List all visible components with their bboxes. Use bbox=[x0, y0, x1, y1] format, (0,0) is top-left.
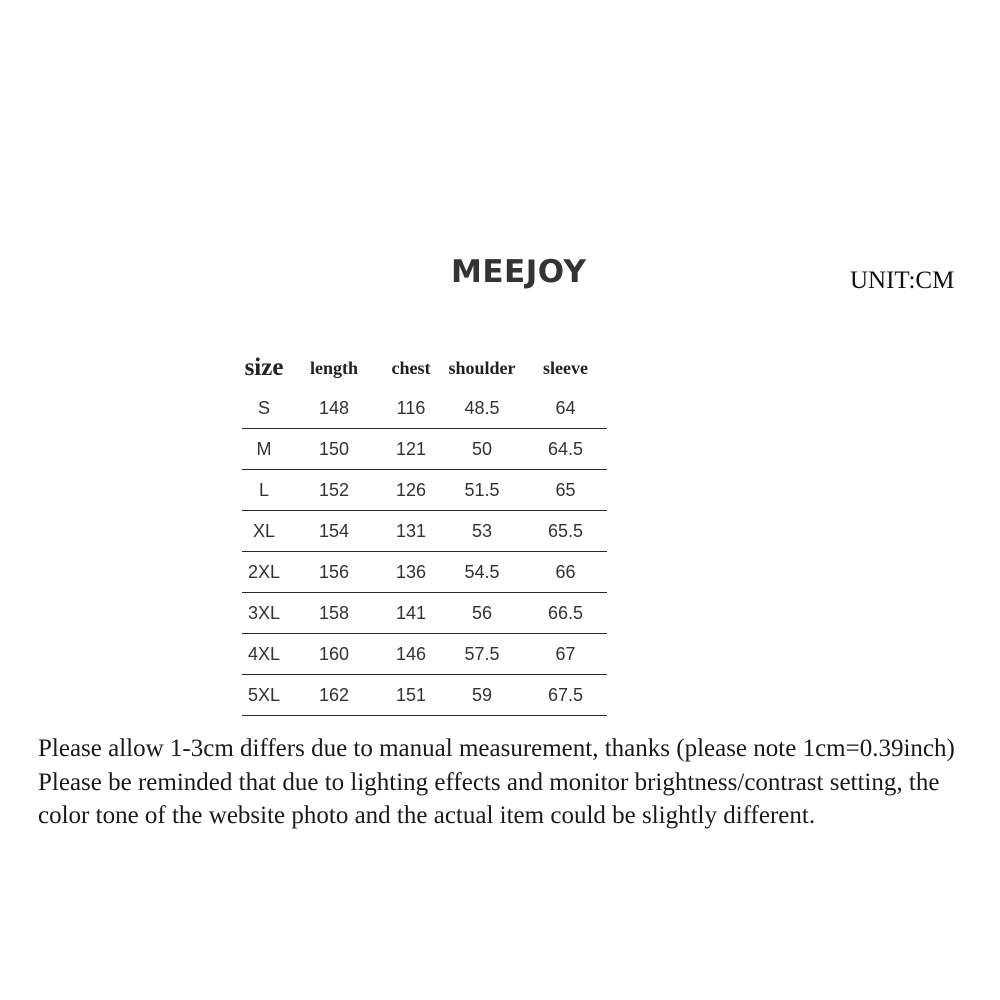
table-row bbox=[242, 511, 607, 552]
cell-shoulder: 50 bbox=[440, 429, 524, 470]
cell-chest: 131 bbox=[382, 511, 440, 552]
header-sleeve: sleeve bbox=[543, 357, 588, 378]
header-shoulder: shoulder bbox=[448, 357, 516, 378]
table-row bbox=[242, 470, 607, 511]
table-row bbox=[242, 634, 607, 675]
cell-chest: 121 bbox=[382, 429, 440, 470]
cell-sleeve: 64.5 bbox=[524, 429, 607, 470]
cell-length: 158 bbox=[286, 593, 382, 634]
cell-size: L bbox=[242, 470, 286, 511]
cell-length: 154 bbox=[286, 511, 382, 552]
table-row bbox=[242, 552, 607, 593]
cell-size: 2XL bbox=[242, 552, 286, 593]
cell-length: 152 bbox=[286, 470, 382, 511]
cell-sleeve: 65.5 bbox=[524, 511, 607, 552]
cell-chest: 126 bbox=[382, 470, 440, 511]
cell-size: 5XL bbox=[242, 675, 286, 716]
cell-length: 160 bbox=[286, 634, 382, 675]
cell-shoulder: 51.5 bbox=[440, 470, 524, 511]
cell-size: M bbox=[242, 429, 286, 470]
cell-size: 4XL bbox=[242, 634, 286, 675]
header-size: size bbox=[244, 354, 284, 381]
brand-title: MEEJOY bbox=[451, 254, 587, 290]
cell-size: 3XL bbox=[242, 593, 286, 634]
cell-shoulder: 48.5 bbox=[440, 388, 524, 429]
cell-shoulder: 54.5 bbox=[440, 552, 524, 593]
cell-sleeve: 66.5 bbox=[524, 593, 607, 634]
cell-shoulder: 53 bbox=[440, 511, 524, 552]
table-header-row bbox=[242, 348, 607, 388]
cell-sleeve: 67 bbox=[524, 634, 607, 675]
cell-shoulder: 56 bbox=[440, 593, 524, 634]
table-row bbox=[242, 675, 607, 716]
cell-chest: 116 bbox=[382, 388, 440, 429]
table-row bbox=[242, 429, 607, 470]
cell-sleeve: 67.5 bbox=[524, 675, 607, 716]
table-row bbox=[242, 593, 607, 634]
cell-sleeve: 64 bbox=[524, 388, 607, 429]
cell-length: 162 bbox=[286, 675, 382, 716]
unit-label: UNIT:CM bbox=[850, 267, 955, 294]
cell-size: S bbox=[242, 388, 286, 429]
cell-length: 156 bbox=[286, 552, 382, 593]
cell-chest: 146 bbox=[382, 634, 440, 675]
cell-shoulder: 57.5 bbox=[440, 634, 524, 675]
cell-chest: 136 bbox=[382, 552, 440, 593]
measurement-note: Please allow 1-3cm differs due to manual measurement, thanks (please note 1cm=0.39inch) Please be reminded that due to lighting effects and monitor brightness/contrast setting, the color tone of the website photo and the actual item could be slightly different. bbox=[38, 735, 955, 829]
cell-size: XL bbox=[242, 511, 286, 552]
cell-length: 148 bbox=[286, 388, 382, 429]
header-length: length bbox=[309, 357, 358, 378]
size-chart-table bbox=[242, 348, 607, 716]
cell-chest: 141 bbox=[382, 593, 440, 634]
cell-length: 150 bbox=[286, 429, 382, 470]
cell-sleeve: 66 bbox=[524, 552, 607, 593]
header-chest: chest bbox=[391, 357, 431, 378]
table-row bbox=[242, 388, 607, 429]
cell-sleeve: 65 bbox=[524, 470, 607, 511]
cell-shoulder: 59 bbox=[440, 675, 524, 716]
cell-chest: 151 bbox=[382, 675, 440, 716]
